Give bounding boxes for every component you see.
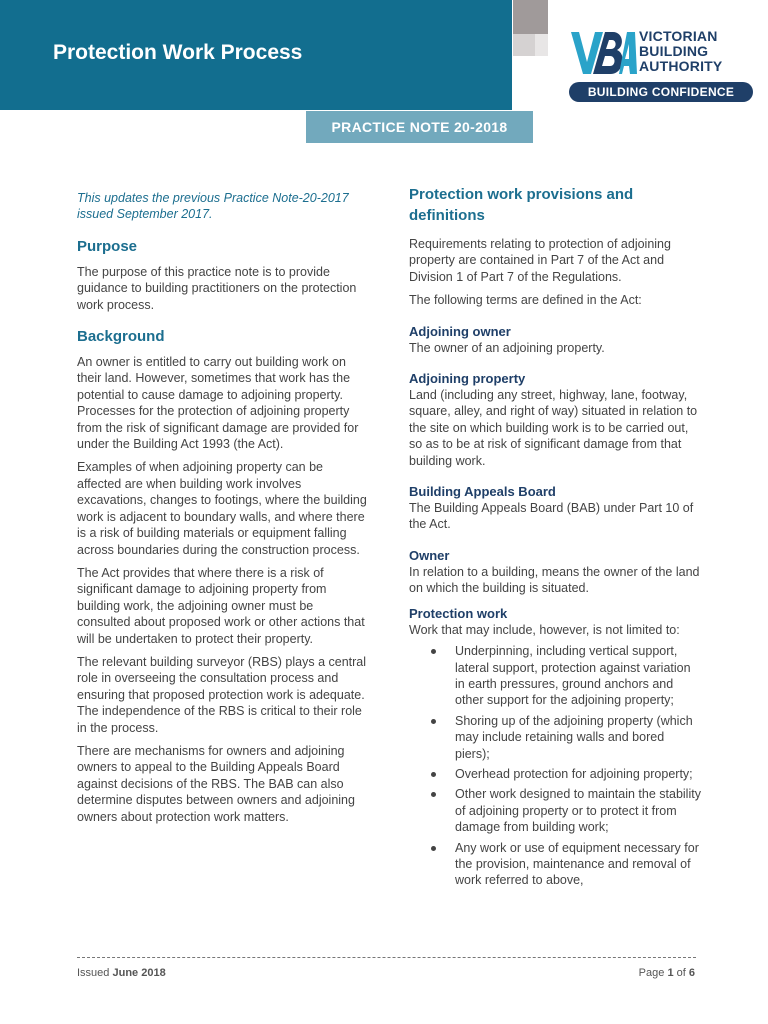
bullet-icon [431,846,436,851]
background-paragraph: Examples of when adjoining property can be affected are when building work involves excavations, changes to footings, where the building work is adjacent to boundary walls, and where there is a risk of building materials or equipment falling across boundaries during the construction process. [77,460,367,557]
definition-item [409,605,701,889]
bullet-icon [431,649,436,654]
right-column [409,184,701,903]
definition-text: Work that may include, however, is not limited to: [409,622,680,637]
provisions-heading: Protection work provisions and definitions [409,186,634,224]
decorative-square [513,34,535,56]
definition-item [409,323,701,356]
definition-text: In relation to a building, means the owner of the land on which the building is situated. [409,564,700,596]
header-bar [0,0,512,110]
definition-term: Adjoining property [409,371,526,387]
list-item: Shoring up of the adjoining property (which may include retaining walls and bored piers); [455,713,701,762]
background-paragraph: The relevant building surveyor (RBS) plays a central role in overseeing the consultation process and ensuring that proposed protection work is adequate. The independence of the RBS is critical to their role in the process. [77,654,367,735]
tagline: BUILDING CONFIDENCE [569,82,753,102]
decorative-square [535,34,548,56]
bullet-icon [431,792,436,797]
vba-logo-mark [569,28,637,80]
list-item: Overhead protection for adjoining property; [455,766,701,782]
definition-text: The owner of an adjoining property. [409,340,605,355]
definition-item [409,370,701,469]
page-title: Protection Work Process [53,41,303,64]
definition-text: The Building Appeals Board (BAB) under Part 10 of the Act. [409,501,694,532]
definition-item [409,483,701,533]
organisation-name: VICTORIAN BUILDING AUTHORITY [639,28,723,74]
definition-item [409,547,701,597]
protection-work-list [409,643,701,889]
definition-text: Land (including any street, highway, lane, footway, square, alley, and right of way) situated in relation to the site on which building work is to be carried out, so as to be at risk of significant damage from that building work. [409,388,698,468]
list-item: Other work designed to maintain the stability of adjoining property or to protect it from damage from building work; [455,786,701,835]
definition-term: Protection work [409,605,508,621]
bullet-icon [431,719,436,724]
purpose-heading: Purpose [77,237,138,255]
background-paragraph: The Act provides that where there is a risk of significant damage to adjoining property from building work, the adjoining owner must be consulted about proposed work or other actions that will be undertaken to protect their property. [77,565,365,646]
footer-issued: Issued June 2018 [77,967,166,979]
definition-term: Building Appeals Board [409,484,556,500]
provisions-text: Requirements relating to protection of adjoining property are contained in Part 7 of the Act and Division 1 of Part 7 of the Regulations. [409,237,671,284]
definition-term: Adjoining owner [409,323,511,339]
background-heading: Background [77,328,165,346]
intro-note: This updates the previous Practice Note-20-2017 issued September 2017. [77,191,349,222]
bullet-icon [431,772,436,777]
list-item: Underpinning, including vertical support, lateral support, protection against variation in earth pressures, ground anchors and other support for the adjoining property; [455,643,701,709]
background-paragraph: An owner is entitled to carry out building work on their land. However, sometimes that work has the potential to cause damage to adjoining property. Processes for the protection of adjoining property from the risk of significant damage are provided for under the Building Act 1993 (the Act). [77,355,359,452]
definitions-intro: The following terms are defined in the Act: [409,293,642,308]
vba-logo [569,28,754,104]
decorative-square [513,0,548,34]
page-number: Page 1 of 6 [638,967,695,979]
purpose-text: The purpose of this practice note is to provide guidance to building practitioners on the protection work process. [77,264,357,312]
list-item: Any work or use of equipment necessary for the provision, maintenance and removal of work referred to above, [455,840,701,889]
footer-divider [77,957,696,958]
left-column [77,190,367,832]
background-paragraph: There are mechanisms for owners and adjoining owners to appeal to the Building Appeals Board against decisions of the RBS. The BAB can also determine disputes between owners and adjoining owners about protection work matters. [77,743,355,824]
practice-note-banner: PRACTICE NOTE 20-2018 [306,111,533,143]
definition-term: Owner [409,547,450,563]
